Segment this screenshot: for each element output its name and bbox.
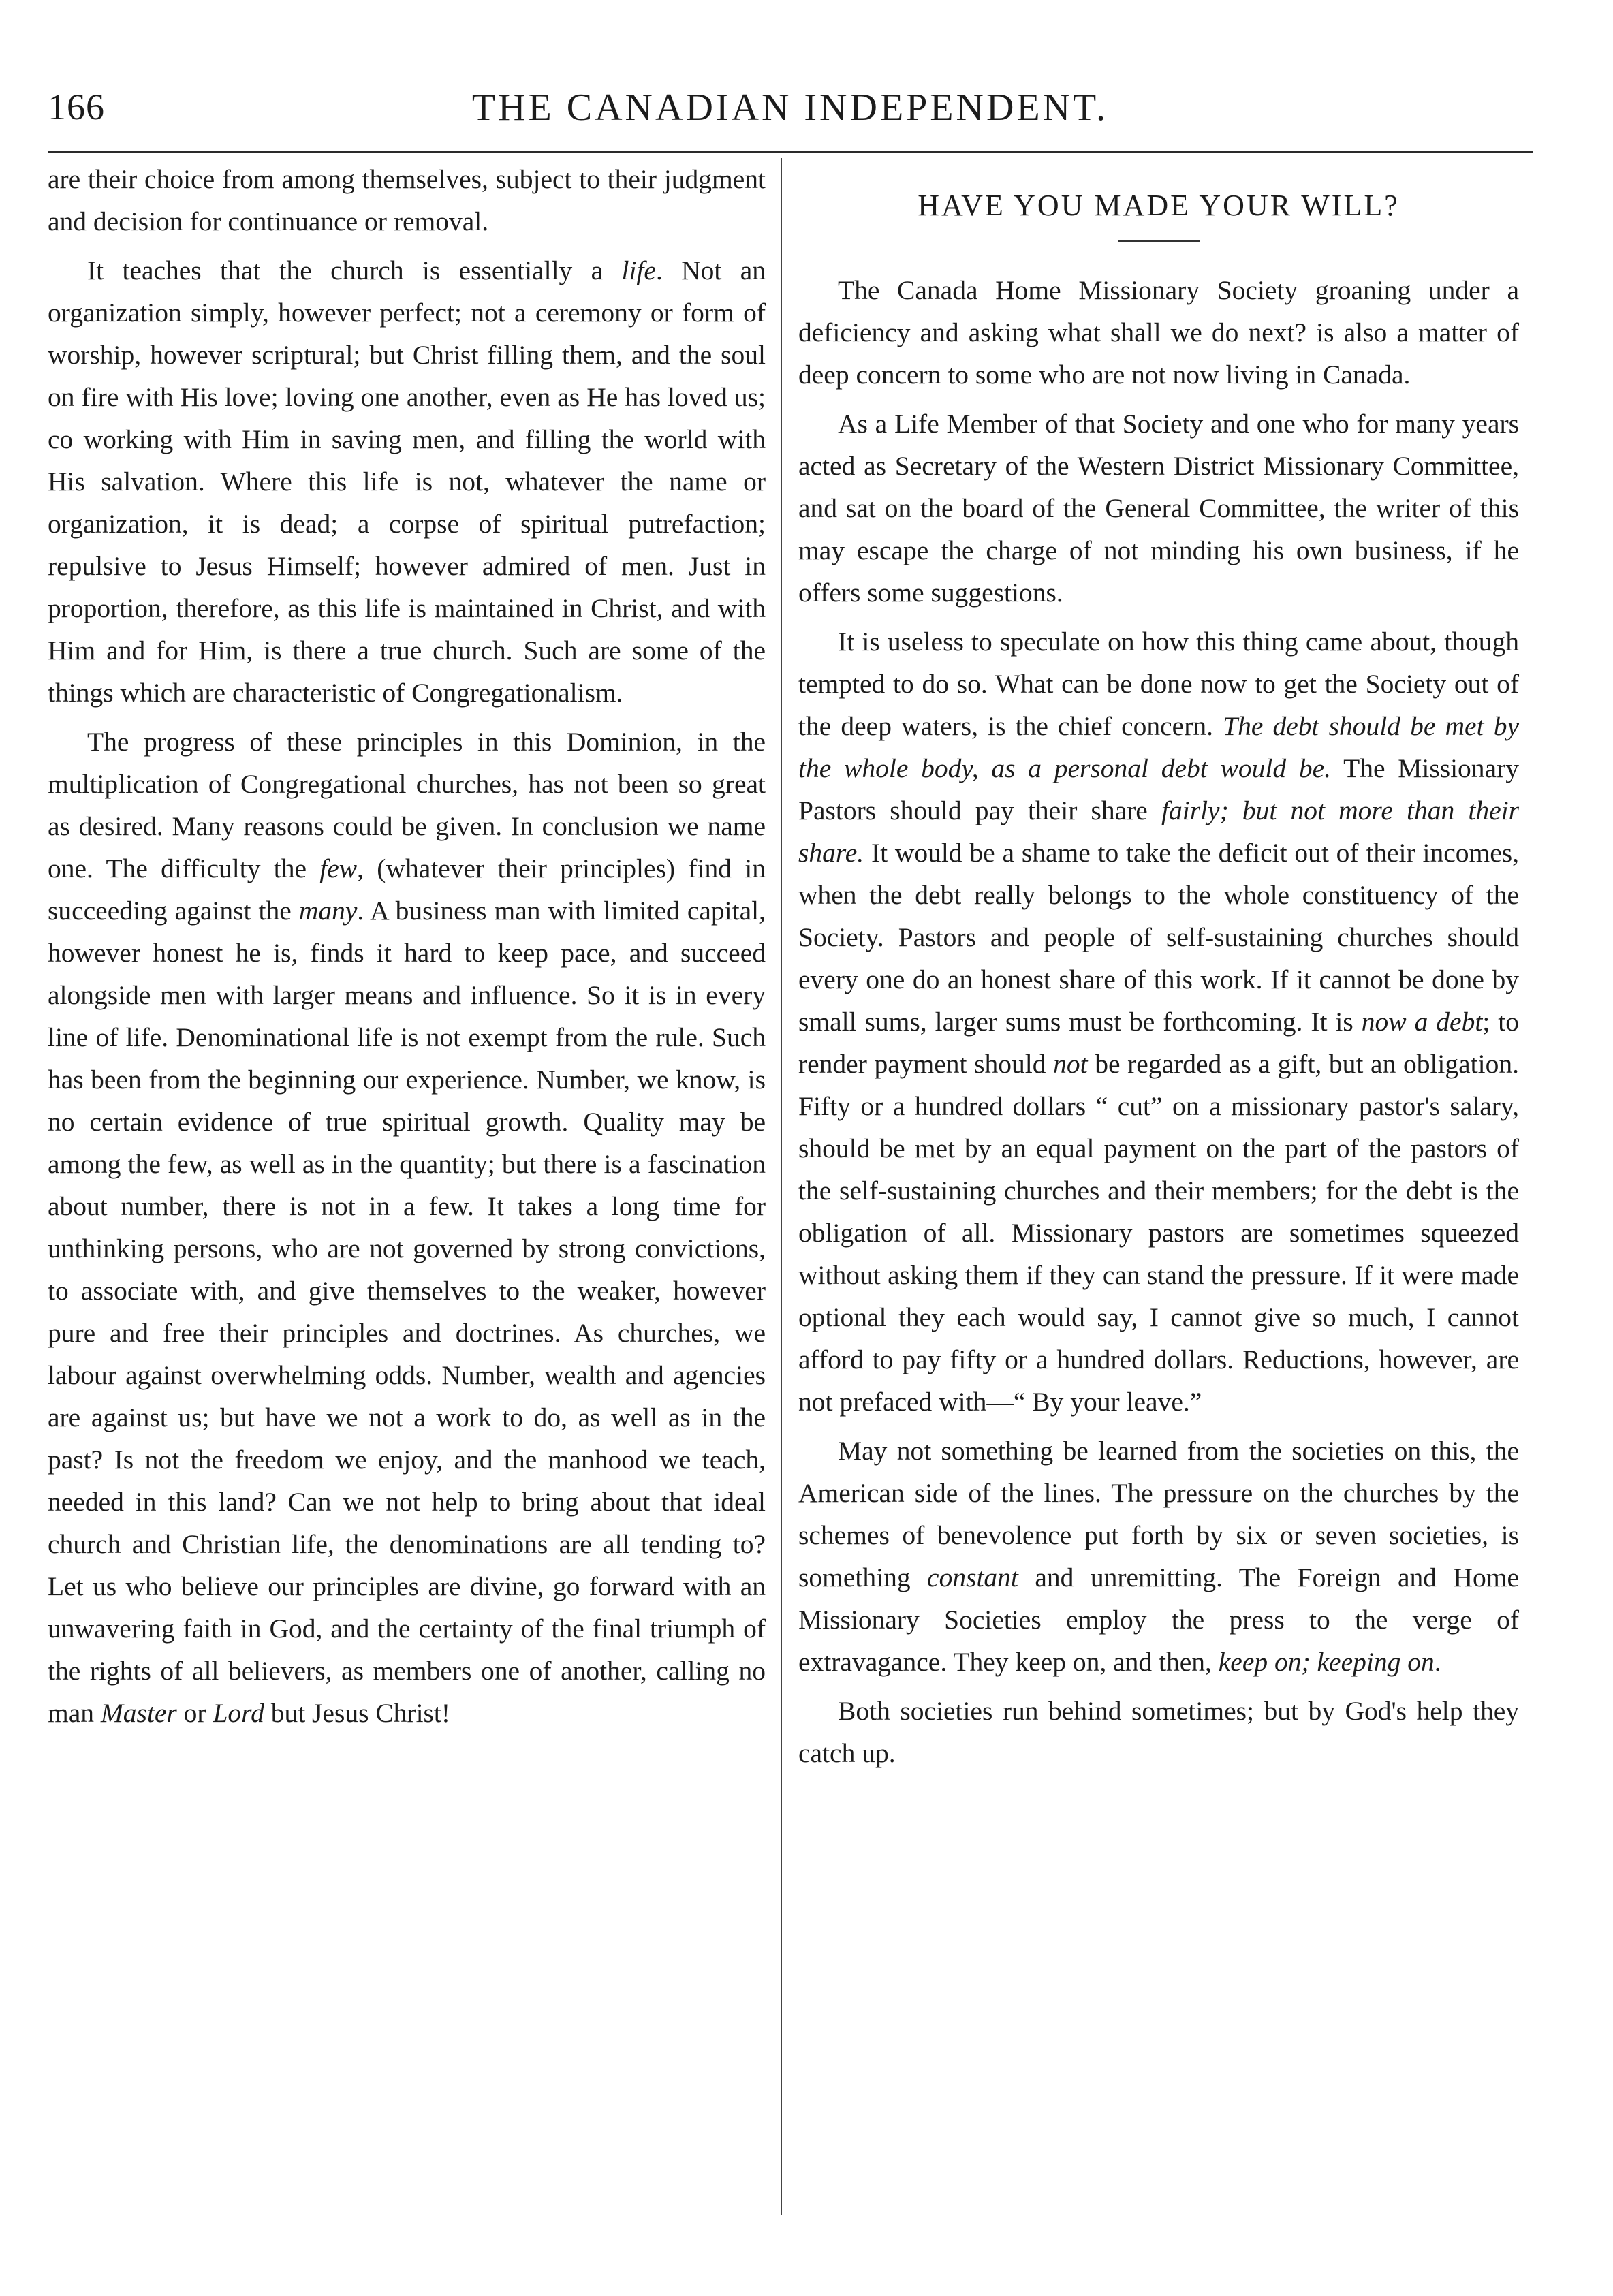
text-run: It is useless to speculate on how this thing came about, though tempted to do so. What can be done now to get the Society out of the deep waters, is the chief concern. [798,627,1519,741]
text-run: but Jesus Christ! [264,1698,451,1728]
italic-run: not [1053,1049,1088,1079]
text-run: It would be a shame to take the deficit out of their incomes, when the debt really belongs to the whole constituency of the Society. Pastors and people of self-sustaining churches should every one do an honest share of this work. If it cannot be done by small sums, larger sums must be forthcoming. It is [798,838,1519,1037]
text-run: . [1434,1647,1441,1677]
right-paragraph-3 [798,620,1519,1423]
right-paragraph-2: As a Life Member of that Society and one who for many years acted as Secretary of the Western District Missionary Committee, and sat on the board of the General Committee, the writer of this may escape the charge of not minding his own business, if he offers some suggestions. [798,409,1519,608]
page-header [48,86,1533,147]
italic-run: Master [100,1698,177,1728]
italic-run: now a debt [1361,1007,1483,1037]
text-run: and unremitting. The Foreign and Home Missionary Societies employ the press to the verge of extravagance. They keep on, and then, [798,1562,1520,1677]
right-paragraph-4 [798,1430,1519,1683]
right-paragraph-5: Both societies run behind sometimes; but by God's help they catch up. [798,1696,1519,1768]
text-run: . A business man with limited capital, however honest he is, finds it hard to keep pace, and succeed alongside men with larger means and influence. So it is in every line of life. Denominational life is not exempt from the rule. Such has been from the beginning our experience. Number, we know, is no certain evidence of true spiritual growth. Quality may be among the few, as well as in the quantity; but there is a fascination about number, there is not in a few. It takes a long time for unthinking persons, who are not governed by strong convictions, to associate with, and give themselves to the weaker, however pure and free their principles and doctrines. As churches, we labour against overwhelming odds. Number, wealth and agencies are against us; but have we not a work to do, as well as in the past? Is not the freedom we enjoy, and the manhood we teach, needed in this land? Can we not help to bring about that ideal church and Christian life, the denominations are all tending to? Let us who believe our principles are divine, go forward with an unwavering faith in God, and the certainty of the final triumph of the rights of all believers, as members one of another, calling no man [48,896,766,1728]
text-run: , (whatever their principles) find in succeeding against the [48,853,766,926]
right-paragraph-1: The Canada Home Missionary Society groaning under a deficiency and asking what shall we do next? is also a matter of deep concern to some who are not now living in Canada. [798,275,1519,390]
text-run: May not something be learned from the societies on this, the American side of the lines. The pressure on the churches by the schemes of benevolence put forth by six or seven societies, is something [798,1436,1519,1592]
italic-run: Lord [213,1698,264,1728]
left-paragraph-2 [48,249,766,714]
text-run: or [176,1698,213,1728]
left-paragraph-1: are their choice from among themselves, subject to their judgment and decision for continuance or removal. [48,164,766,236]
column-divider [781,158,782,2215]
text-run: The Missionary Pastors should pay their share [798,753,1519,825]
header-rule [48,151,1533,153]
italic-run: constant [927,1562,1018,1592]
italic-run: few [319,853,358,883]
italic-run: many [298,896,358,926]
italic-run: The debt should be met by the whole body, as a personal debt would be. [798,711,1519,783]
page-number: 166 [48,87,105,127]
text-run: It teaches that the church is essentially a [87,255,622,285]
left-paragraph-3 [48,721,766,1734]
italic-run: fairly; but not more than their share. [798,796,1519,868]
italic-run: life [621,255,656,285]
left-column [48,158,766,1741]
title-rule [1118,240,1200,242]
italic-run: keep on; keeping on [1218,1647,1435,1677]
text-run: The progress of these principles in this Dominion, in the multiplication of Congregational churches, has not been so great as desired. Many reasons could be given. In conclusion we name one. The difficulty the [48,727,766,883]
running-title: THE CANADIAN INDEPENDENT. [471,87,1109,129]
text-run: ; to render payment should [798,1007,1520,1079]
text-run: . Not an organization simply, however perfect; not a ceremony or form of worship, however scriptural; but Christ filling them, and the soul on fire with His love; loving one another, even as He has loved us; co working with Him in saving men, and filling the world with His salvation. Where this life is not, whatever the name or organization, it is dead; a corpse of spiritual putrefaction; repulsive to Jesus Himself; however admired of men. Just in proportion, therefore, as this life is maintained in Christ, and with Him and for Him, is there a true church. Such are some of the things which are characteristic of Congregationalism. [48,255,766,708]
article-title: HAVE YOU MADE YOUR WILL? [918,189,1400,222]
right-column [798,158,1519,1781]
text-run: be regarded as a gift, but an obligation. Fifty or a hundred dollars “ cut” on a missionary pastor's salary, should be met by an equal payment on the part of the pastors of the self-sustaining churches and their members; for the debt is the obligation of all. Missionary pastors are sometimes squeezed without asking them if they can stand the pressure. If it were made optional they each would say, I cannot give so much, I cannot afford to pay fifty or a hundred dollars. Reductions, however, are not prefaced with—“ By your leave.” [798,1049,1519,1417]
